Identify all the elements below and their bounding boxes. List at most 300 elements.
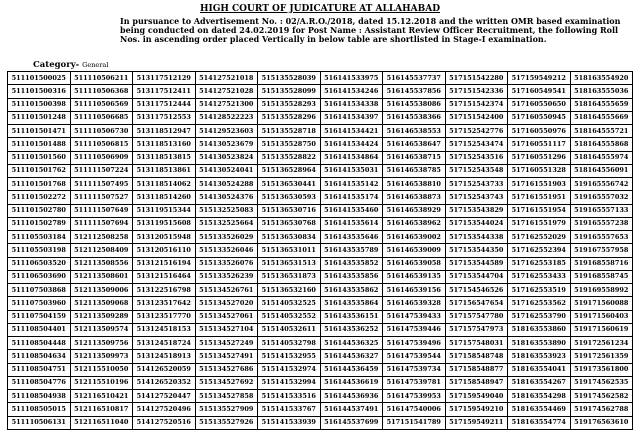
- roll-number-cell: 516141534397: [320, 111, 383, 124]
- roll-number-cell: 511101501471: [8, 125, 71, 138]
- roll-number-cell: 517159549040: [445, 390, 508, 403]
- roll-number-cell: 519169558992: [570, 284, 633, 297]
- roll-number-cell: 518164555659: [570, 98, 633, 111]
- roll-number-cell: 515136530441: [258, 178, 321, 191]
- roll-number-cell: 515135527909: [195, 403, 258, 416]
- roll-number-cell: 516145537737: [383, 72, 446, 85]
- roll-number-cell: 518163554041: [508, 363, 571, 376]
- roll-number-cell: 517159549211: [445, 416, 508, 429]
- roll-number-cell: 518164555868: [570, 138, 633, 151]
- roll-number-cell: 515135528099: [258, 85, 321, 98]
- roll-number-cell: 516146538810: [383, 178, 446, 191]
- roll-number-cell: 512113509068: [70, 297, 133, 310]
- roll-number-cell: 513117512411: [133, 85, 196, 98]
- roll-number-cell: 516146538647: [383, 138, 446, 151]
- roll-number-cell: 515133526076: [195, 257, 258, 270]
- table-row: [8, 191, 633, 204]
- roll-number-cell: 516141534424: [320, 138, 383, 151]
- roll-number-cell: 518163554774: [508, 416, 571, 429]
- roll-number-cell: 513117512444: [133, 98, 196, 111]
- roll-number-cell: 516147539544: [383, 350, 446, 363]
- roll-number-cell: 511111507224: [70, 164, 133, 177]
- roll-number-cell: 513118512947: [133, 125, 196, 138]
- roll-number-cell: 515141532955: [258, 350, 321, 363]
- table-row: [8, 310, 633, 323]
- roll-number-cell: 512113509289: [70, 310, 133, 323]
- roll-number-cell: 511101501560: [8, 151, 71, 164]
- roll-number-cell: 516146539058: [383, 257, 446, 270]
- category-value: General: [82, 61, 109, 69]
- roll-number-cell: 517159549212: [508, 72, 571, 85]
- roll-number-cell: 519165557032: [570, 191, 633, 204]
- roll-number-cell: 517161551951: [508, 191, 571, 204]
- roll-number-cell: 518163553860: [508, 323, 571, 336]
- roll-number-cell: 517160550650: [508, 98, 571, 111]
- roll-number-cell: 512116511040: [70, 416, 133, 429]
- roll-number-cell: 511101500025: [8, 72, 71, 85]
- roll-number-cell: 517153544338: [445, 231, 508, 244]
- roll-number-cell: 519176563610: [570, 416, 633, 429]
- roll-number-cell: 514128522223: [195, 111, 258, 124]
- roll-number-cell: 513124518913: [133, 350, 196, 363]
- roll-number-cell: 513121516194: [133, 257, 196, 270]
- roll-number-cell: 517152543548: [445, 164, 508, 177]
- roll-number-cell: 517152543516: [445, 151, 508, 164]
- roll-number-cell: 517152543743: [445, 191, 508, 204]
- roll-number-cell: 517160549541: [508, 85, 571, 98]
- roll-number-cell: 511110506569: [70, 98, 133, 111]
- roll-number-cell: 516146538929: [383, 204, 446, 217]
- roll-number-cell: 516143535862: [320, 284, 383, 297]
- roll-number-cell: 512113508556: [70, 257, 133, 270]
- roll-number-cell: 511105503198: [8, 244, 71, 257]
- roll-number-cell: 513123517642: [133, 297, 196, 310]
- roll-number-cell: 517160550976: [508, 125, 571, 138]
- table-row: [8, 98, 633, 111]
- roll-number-cell: 516144536459: [320, 363, 383, 376]
- roll-number-cell: 517160551117: [508, 138, 571, 151]
- roll-number-cell: 516143535856: [320, 270, 383, 283]
- roll-number-cell: 515134527020: [195, 297, 258, 310]
- roll-number-cell: 516144537491: [320, 403, 383, 416]
- roll-number-cell: 512116510421: [70, 390, 133, 403]
- table-row: [8, 363, 633, 376]
- roll-number-cell: 511107504159: [8, 310, 71, 323]
- notice-paragraph: In pursuance to Advertisement No. : 02/A.R.O./2018, dated 15.12.2018 and the written OMR based examination being conducted on dated 24.02.2019 for Post Name : Assistant Review Officer Recruitment, the following Roll Nos. in ascending order placed Vertically in below table are shortlisted in Stage-I examination.: [120, 16, 621, 44]
- roll-number-cell: 515134527491: [195, 350, 258, 363]
- roll-number-cell: 515140532552: [258, 310, 321, 323]
- roll-number-cell: 511110506368: [70, 85, 133, 98]
- roll-number-cell: 516146539328: [383, 297, 446, 310]
- roll-number-cell: 513118514260: [133, 191, 196, 204]
- roll-number-cell: 516146539135: [383, 270, 446, 283]
- roll-table-body: [8, 72, 633, 430]
- roll-number-cell: 517160550945: [508, 111, 571, 124]
- roll-number-cell: 511101502272: [8, 191, 71, 204]
- roll-number-cell: 513123517770: [133, 310, 196, 323]
- roll-number-cell: 514130524041: [195, 164, 258, 177]
- table-row: [8, 376, 633, 389]
- roll-number-cell: 514126520352: [133, 376, 196, 389]
- table-row: [8, 297, 633, 310]
- roll-number-cell: 512115510196: [70, 376, 133, 389]
- roll-number-cell: 515141533767: [258, 403, 321, 416]
- roll-number-cell: 513124518153: [133, 323, 196, 336]
- roll-number-cell: 516147540006: [383, 403, 446, 416]
- roll-number-cell: 516144536325: [320, 337, 383, 350]
- roll-number-cell: 516143536252: [320, 323, 383, 336]
- roll-number-cell: 516147539781: [383, 376, 446, 389]
- roll-number-cell: 519174562788: [570, 403, 633, 416]
- roll-number-cell: 511108504401: [8, 323, 71, 336]
- roll-number-cell: 511108504751: [8, 363, 71, 376]
- roll-number-cell: 512115510050: [70, 363, 133, 376]
- roll-number-cell: 515135528718: [258, 125, 321, 138]
- roll-number-cell: 517162553790: [508, 310, 571, 323]
- roll-number-cell: 517158548748: [445, 350, 508, 363]
- roll-number-cell: 515135528293: [258, 98, 321, 111]
- roll-number-cell: 518163553923: [508, 350, 571, 363]
- table-row: [8, 85, 633, 98]
- roll-number-cell: 511110506211: [70, 72, 133, 85]
- roll-number-cell: 517152543733: [445, 178, 508, 191]
- roll-number-cell: 516141533975: [320, 72, 383, 85]
- roll-number-cell: 511111507694: [70, 217, 133, 230]
- roll-number-cell: 517160551328: [508, 164, 571, 177]
- roll-number-cell: 515135528296: [258, 111, 321, 124]
- roll-number-cell: 518163554920: [570, 72, 633, 85]
- roll-number-cell: 516144536936: [320, 390, 383, 403]
- roll-number-cell: 515135528039: [258, 72, 321, 85]
- roll-number-cell: 511101500398: [8, 98, 71, 111]
- roll-number-cell: 511101501768: [8, 178, 71, 191]
- roll-number-cell: 511108504938: [8, 390, 71, 403]
- roll-number-cell: 519165557653: [570, 231, 633, 244]
- roll-number-cell: 517158548947: [445, 376, 508, 389]
- roll-number-cell: 517162552029: [508, 231, 571, 244]
- roll-number-cell: 516143535864: [320, 297, 383, 310]
- roll-number-cell: 512113509973: [70, 350, 133, 363]
- roll-number-cell: 515134526761: [195, 284, 258, 297]
- roll-number-cell: 515134527686: [195, 363, 258, 376]
- roll-number-cell: 515140532525: [258, 297, 321, 310]
- roll-number-cell: 517151542374: [445, 98, 508, 111]
- roll-number-cell: 516146538962: [383, 217, 446, 230]
- roll-number-cell: 519165557238: [570, 217, 633, 230]
- roll-number-cell: 514130523824: [195, 151, 258, 164]
- roll-number-cell: 514127520496: [133, 403, 196, 416]
- table-row: [8, 416, 633, 429]
- roll-number-cell: 513118513861: [133, 164, 196, 177]
- roll-number-cell: 511111507527: [70, 191, 133, 204]
- roll-number-cell: 517153544024: [445, 217, 508, 230]
- roll-number-cell: 516141535031: [320, 164, 383, 177]
- roll-number-cell: 512113509006: [70, 284, 133, 297]
- roll-number-cell: 517152543474: [445, 138, 508, 151]
- roll-number-cell: 514130524288: [195, 178, 258, 191]
- roll-number-cell: 517162553433: [508, 270, 571, 283]
- roll-number-cell: 515136530834: [258, 231, 321, 244]
- roll-number-cell: 519168558716: [570, 257, 633, 270]
- roll-number-cell: 519172561234: [570, 337, 633, 350]
- table-row: [8, 390, 633, 403]
- roll-number-cell: 516147539953: [383, 390, 446, 403]
- roll-number-cell: 511111507649: [70, 204, 133, 217]
- roll-number-cell: 515132525083: [195, 204, 258, 217]
- roll-number-cell: 511101500316: [8, 85, 71, 98]
- roll-number-cell: 514126520059: [133, 363, 196, 376]
- roll-number-cell: 517153544350: [445, 244, 508, 257]
- roll-number-cell: 511106503690: [8, 270, 71, 283]
- roll-number-cell: 514127520447: [133, 390, 196, 403]
- roll-number-cell: 517157548031: [445, 337, 508, 350]
- roll-number-cell: 519174562582: [570, 390, 633, 403]
- roll-number-cell: 516147539446: [383, 323, 446, 336]
- roll-number-cell: 517162552394: [508, 244, 571, 257]
- roll-number-cell: 517156547654: [445, 297, 508, 310]
- roll-number-cell: 517162553185: [508, 257, 571, 270]
- table-row: [8, 111, 633, 124]
- roll-number-cell: 516143535789: [320, 244, 383, 257]
- roll-number-cell: 518163554469: [508, 403, 571, 416]
- roll-number-cell: 518163553890: [508, 337, 571, 350]
- roll-number-cell: 519171560619: [570, 323, 633, 336]
- roll-number-cell: 513120515948: [133, 231, 196, 244]
- roll-number-cell: 516143536151: [320, 310, 383, 323]
- roll-number-cell: 517151542336: [445, 85, 508, 98]
- roll-number-cell: 513119515608: [133, 217, 196, 230]
- table-row: [8, 337, 633, 350]
- roll-number-cell: 515140532798: [258, 337, 321, 350]
- roll-number-cell: 511106503520: [8, 257, 71, 270]
- table-row: [8, 244, 633, 257]
- roll-number-cell: 511101502780: [8, 204, 71, 217]
- table-row: [8, 217, 633, 230]
- roll-number-cell: 515136531873: [258, 270, 321, 283]
- roll-number-cell: 512113509574: [70, 323, 133, 336]
- roll-number-cell: 518163554298: [508, 390, 571, 403]
- roll-number-cell: 517161551954: [508, 204, 571, 217]
- roll-number-cell: 514130524376: [195, 191, 258, 204]
- roll-number-cell: 515134527858: [195, 390, 258, 403]
- roll-number-cell: 515134527692: [195, 376, 258, 389]
- table-row: [8, 72, 633, 85]
- roll-number-cell: 516143535646: [320, 231, 383, 244]
- roll-number-cell: 515136531011: [258, 244, 321, 257]
- roll-number-cell: 516146539156: [383, 284, 446, 297]
- roll-number-cell: 511101501762: [8, 164, 71, 177]
- roll-number-cell: 516146539009: [383, 244, 446, 257]
- roll-number-cell: 513122516798: [133, 284, 196, 297]
- roll-number-cell: 515141532994: [258, 376, 321, 389]
- roll-number-cell: 517151541789: [383, 416, 446, 429]
- roll-number-cell: 516147539496: [383, 337, 446, 350]
- roll-number-cell: 519172561359: [570, 350, 633, 363]
- roll-number-cell: 516141534421: [320, 125, 383, 138]
- table-row: [8, 270, 633, 283]
- roll-number-cell: 516145538366: [383, 111, 446, 124]
- roll-number-cell: 517157547973: [445, 323, 508, 336]
- roll-number-cell: 519168558745: [570, 270, 633, 283]
- roll-number-cell: 511110506131: [8, 416, 71, 429]
- roll-number-cell: 512112508409: [70, 244, 133, 257]
- roll-number-cell: 511110506815: [70, 138, 133, 151]
- roll-number-cell: 511107503868: [8, 284, 71, 297]
- roll-number-cell: 516141535174: [320, 191, 383, 204]
- category-label: Category-: [33, 60, 80, 70]
- roll-number-cell: 512116510817: [70, 403, 133, 416]
- roll-number-cell: 513118514062: [133, 178, 196, 191]
- roll-number-cell: 515132525664: [195, 217, 258, 230]
- roll-number-cell: 519174562535: [570, 376, 633, 389]
- roll-number-cell: 516146538873: [383, 191, 446, 204]
- roll-number-cell: 515141533939: [258, 416, 321, 429]
- roll-number-cell: 511110506909: [70, 151, 133, 164]
- roll-number-cell: 517154546526: [445, 284, 508, 297]
- roll-number-cell: 519165556742: [570, 178, 633, 191]
- roll-number-cell: 514127520516: [133, 416, 196, 429]
- table-row: [8, 284, 633, 297]
- roll-number-cell: 515136531513: [258, 257, 321, 270]
- table-row: [8, 151, 633, 164]
- roll-number-cell: 518164555669: [570, 111, 633, 124]
- roll-number-cell: 513121516464: [133, 270, 196, 283]
- document-title: HIGH COURT OF JUDICATURE AT ALLAHABAD: [199, 4, 441, 14]
- category-line: [33, 60, 108, 70]
- roll-number-cell: 511108505015: [8, 403, 71, 416]
- roll-number-cell: 514127521028: [195, 85, 258, 98]
- roll-number-cell: 511108504776: [8, 376, 71, 389]
- roll-number-cell: 518163554267: [508, 376, 571, 389]
- table-row: [8, 350, 633, 363]
- roll-number-cell: 518163555036: [570, 85, 633, 98]
- roll-number-cell: 519165557133: [570, 204, 633, 217]
- roll-number-cell: 511101502789: [8, 217, 71, 230]
- table-row: [8, 257, 633, 270]
- roll-number-cell: 517162553562: [508, 297, 571, 310]
- roll-number-cell: 513119515344: [133, 204, 196, 217]
- roll-number-cell: 516145537856: [383, 85, 446, 98]
- roll-number-cell: 515141533516: [258, 390, 321, 403]
- roll-number-cell: 516143535852: [320, 257, 383, 270]
- roll-number-cell: 518164556091: [570, 164, 633, 177]
- roll-number-cell: 515133526239: [195, 270, 258, 283]
- roll-number-cell: 511105503184: [8, 231, 71, 244]
- roll-number-cell: 518164555974: [570, 151, 633, 164]
- roll-number-cell: 516145537699: [320, 416, 383, 429]
- table-row: [8, 403, 633, 416]
- roll-number-cell: 511101501248: [8, 111, 71, 124]
- roll-number-cell: 515133526029: [195, 231, 258, 244]
- roll-number-cell: 517158548877: [445, 363, 508, 376]
- table-row: [8, 204, 633, 217]
- roll-number-cell: 516146538715: [383, 151, 446, 164]
- roll-number-cell: 516141535614: [320, 217, 383, 230]
- roll-number-cell: 518164555721: [570, 125, 633, 138]
- roll-number-cell: 519167557958: [570, 244, 633, 257]
- roll-number-cell: 516146538553: [383, 125, 446, 138]
- roll-number-cell: 514127521300: [195, 98, 258, 111]
- roll-number-cell: 516141534864: [320, 151, 383, 164]
- roll-number-cell: 512113509756: [70, 337, 133, 350]
- table-row: [8, 231, 633, 244]
- roll-number-cell: 515134527104: [195, 323, 258, 336]
- roll-number-cell: 517162553519: [508, 284, 571, 297]
- roll-number-cell: 516141535460: [320, 204, 383, 217]
- table-row: [8, 138, 633, 151]
- table-row: [8, 323, 633, 336]
- roll-number-cell: 515141532974: [258, 363, 321, 376]
- roll-number-cell: 513118513160: [133, 138, 196, 151]
- roll-number-cell: 517161551979: [508, 217, 571, 230]
- roll-number-cell: 519173561800: [570, 363, 633, 376]
- roll-number-cell: 517161551903: [508, 178, 571, 191]
- roll-number-cell: 516141534338: [320, 98, 383, 111]
- roll-number-cell: 517151542400: [445, 111, 508, 124]
- roll-number-cell: 516146539002: [383, 231, 446, 244]
- roll-number-cell: 516147539433: [383, 310, 446, 323]
- roll-number-cell: 513117512553: [133, 111, 196, 124]
- roll-number-cell: 515136530716: [258, 204, 321, 217]
- roll-number-cell: 515135528822: [258, 151, 321, 164]
- roll-number-cell: 519171560403: [570, 310, 633, 323]
- roll-number-cell: 514130523679: [195, 138, 258, 151]
- roll-number-cell: 515136530593: [258, 191, 321, 204]
- roll-number-cell: 515135528750: [258, 138, 321, 151]
- roll-number-cell: 516141534246: [320, 85, 383, 98]
- table-row: [8, 178, 633, 191]
- roll-number-cell: 516147539734: [383, 363, 446, 376]
- roll-number-cell: 517157547780: [445, 310, 508, 323]
- roll-number-cell: 514127521018: [195, 72, 258, 85]
- roll-number-cell: 517159549210: [445, 403, 508, 416]
- roll-number-cell: 514129523603: [195, 125, 258, 138]
- roll-number-cell: 511107503960: [8, 297, 71, 310]
- roll-number-cell: 511110506685: [70, 111, 133, 124]
- roll-number-cell: 519171560088: [570, 297, 633, 310]
- roll-number-cell: 512113508601: [70, 270, 133, 283]
- roll-number-cell: 511108504448: [8, 337, 71, 350]
- roll-number-cell: 516144536327: [320, 350, 383, 363]
- roll-number-cell: 512112508258: [70, 231, 133, 244]
- roll-number-cell: 517153544589: [445, 257, 508, 270]
- roll-number-cell: 517151542280: [445, 72, 508, 85]
- roll-number-cell: 511111507495: [70, 178, 133, 191]
- roll-number-cell: 515134527061: [195, 310, 258, 323]
- roll-number-cell: 515140532611: [258, 323, 321, 336]
- roll-number-table: [7, 71, 633, 430]
- roll-number-cell: 515136530768: [258, 217, 321, 230]
- roll-number-cell: 515136532160: [258, 284, 321, 297]
- roll-number-cell: 513124518724: [133, 337, 196, 350]
- table-row: [8, 125, 633, 138]
- roll-number-cell: 513118513815: [133, 151, 196, 164]
- table-row: [8, 164, 633, 177]
- roll-number-cell: 517153543829: [445, 204, 508, 217]
- roll-number-cell: 513117512129: [133, 72, 196, 85]
- roll-number-cell: 515134527249: [195, 337, 258, 350]
- roll-number-cell: 517153544704: [445, 270, 508, 283]
- roll-number-cell: 516146538785: [383, 164, 446, 177]
- roll-number-cell: 511101501488: [8, 138, 71, 151]
- roll-number-cell: 517152542776: [445, 125, 508, 138]
- roll-number-cell: 513120516110: [133, 244, 196, 257]
- roll-number-cell: 516144536619: [320, 376, 383, 389]
- roll-number-cell: 511108504634: [8, 350, 71, 363]
- roll-number-cell: 515135527926: [195, 416, 258, 429]
- roll-number-cell: 516145538086: [383, 98, 446, 111]
- roll-number-cell: 515136528964: [258, 164, 321, 177]
